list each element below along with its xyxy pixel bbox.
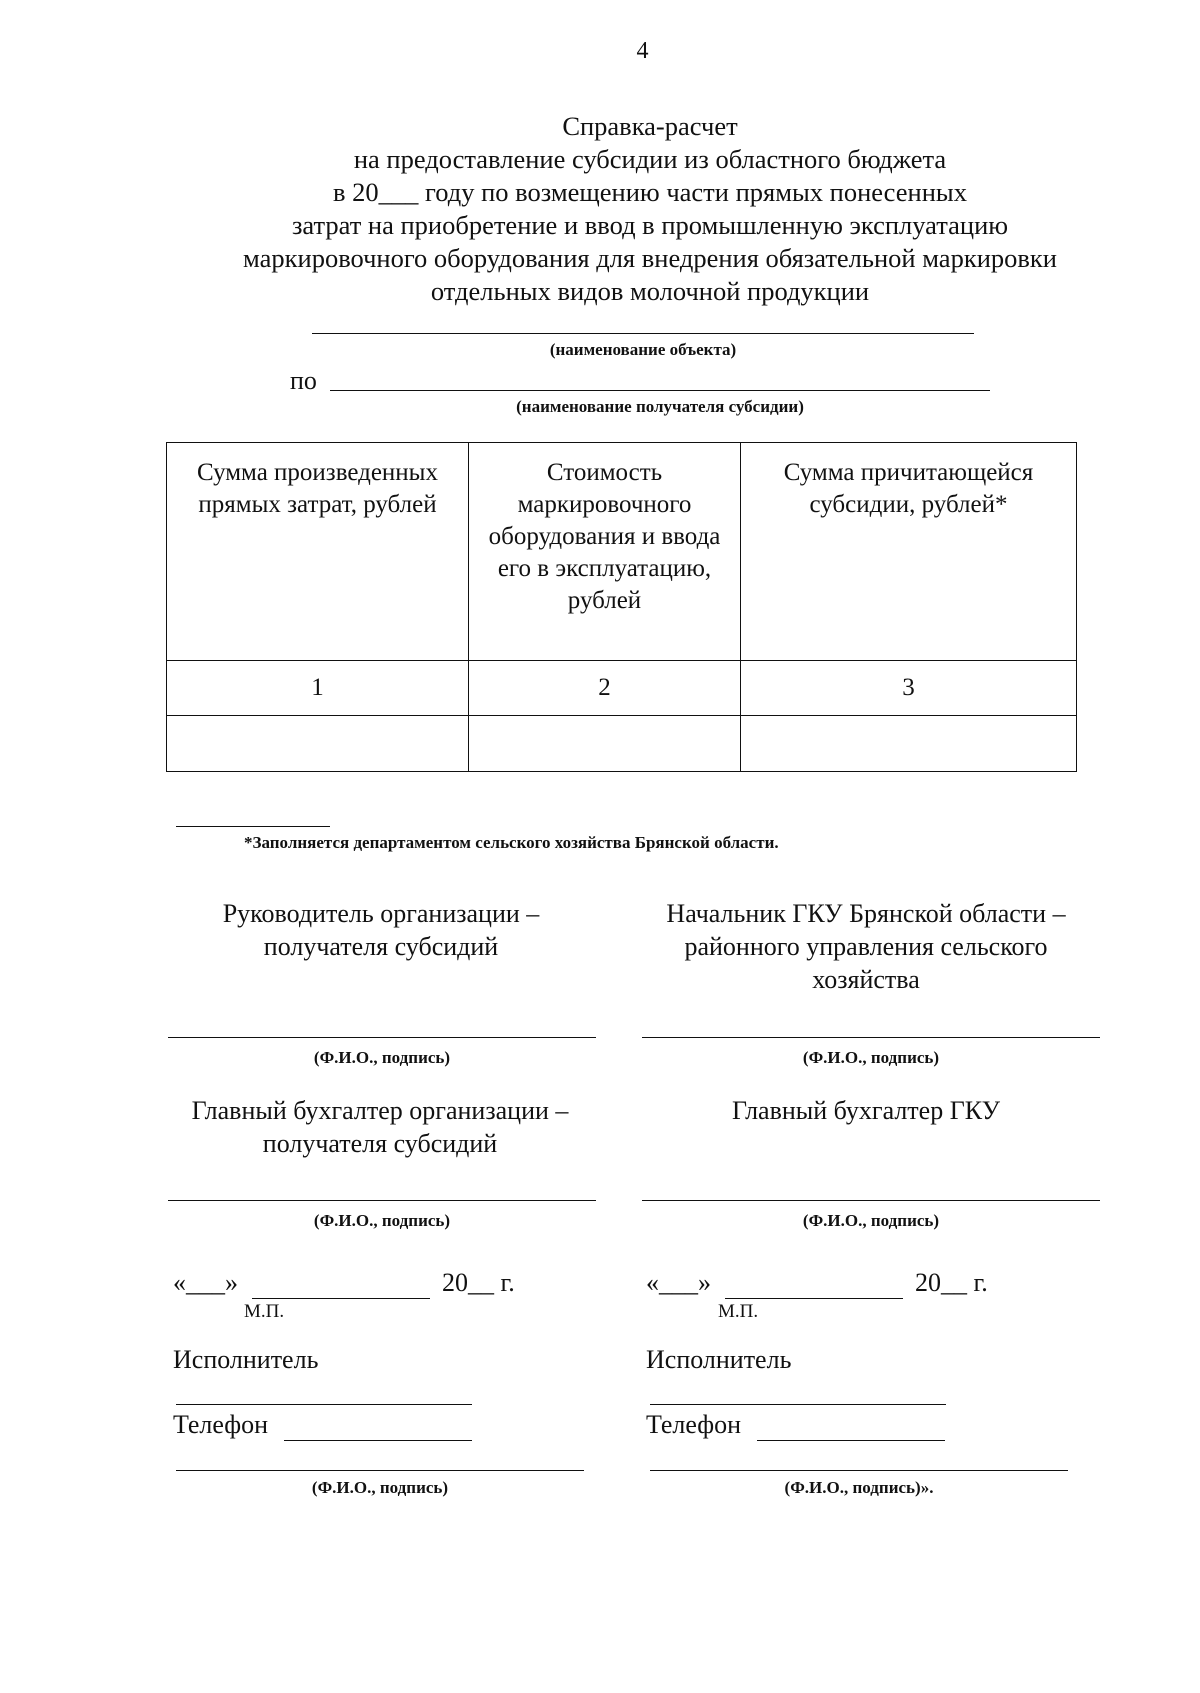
footnote-divider — [176, 826, 330, 827]
right-phone-field[interactable] — [757, 1440, 945, 1441]
header-equipment-cost: Стоимость маркировочного оборудования и ввода его в эксплуатацию, рублей — [469, 443, 741, 661]
table-cell-equipment-cost[interactable] — [469, 716, 741, 772]
header-direct-costs: Сумма произведенных прямых затрат, рублей — [167, 443, 469, 661]
table-cell-direct-costs[interactable] — [167, 716, 469, 772]
right-date-month-field[interactable] — [725, 1298, 903, 1299]
title-line: на предоставление субсидии из областного бюджета — [353, 144, 947, 174]
table-row — [167, 661, 1077, 716]
left-final-signature-caption: (Ф.И.О., подпись) — [311, 1478, 449, 1497]
title-line: затрат на приобретение и ввод в промышленную эксплуатацию — [291, 210, 1009, 240]
footnote: *Заполняется департаментом сельского хозяйства Брянской области. — [244, 833, 779, 852]
object-name-caption: (наименование объекта) — [549, 340, 737, 359]
left-head-title: Руководитель организации – получателя субсидий — [222, 899, 540, 961]
right-accountant-signature-caption: (Ф.И.О., подпись) — [802, 1211, 940, 1230]
column-number: 1 — [167, 661, 469, 716]
left-executor-label: Исполнитель — [173, 1345, 319, 1374]
right-accountant-title: Главный бухгалтер ГКУ — [732, 1096, 1000, 1125]
right-executor-label: Исполнитель — [646, 1345, 792, 1374]
recipient-prefix: по — [290, 366, 317, 395]
right-date-year: 20__ г. — [915, 1268, 988, 1297]
left-final-signature-field[interactable] — [176, 1470, 584, 1471]
left-head-signature-caption: (Ф.И.О., подпись) — [313, 1048, 451, 1067]
right-stamp-place: М.П. — [718, 1301, 759, 1322]
table-header-row — [167, 443, 1077, 661]
left-date-day: «___» — [173, 1268, 238, 1297]
left-accountant-signature-field[interactable] — [168, 1200, 596, 1201]
title-line: Справка-расчет — [562, 111, 738, 141]
left-date-month-field[interactable] — [252, 1298, 430, 1299]
calculation-table — [166, 442, 1077, 772]
right-phone-label: Телефон — [646, 1410, 742, 1439]
right-final-signature-caption: (Ф.И.О., подпись)». — [784, 1478, 934, 1497]
table-row — [167, 716, 1077, 772]
right-head-signature-caption: (Ф.И.О., подпись) — [802, 1048, 940, 1067]
column-number: 2 — [469, 661, 741, 716]
right-final-signature-field[interactable] — [650, 1470, 1068, 1471]
document-title — [160, 110, 1140, 308]
right-date-day: «___» — [646, 1268, 711, 1297]
left-phone-field[interactable] — [284, 1440, 472, 1441]
left-head-signature-field[interactable] — [168, 1037, 596, 1038]
right-accountant-signature-field[interactable] — [642, 1200, 1100, 1201]
right-head-title: Начальник ГКУ Брянской области – районного управления сельского хозяйства — [666, 899, 1066, 994]
left-phone-label: Телефон — [173, 1410, 269, 1439]
column-number: 3 — [741, 661, 1077, 716]
recipient-name-caption: (наименование получателя субсидии) — [516, 397, 804, 416]
right-head-signature-field[interactable] — [642, 1037, 1100, 1038]
left-accountant-signature-caption: (Ф.И.О., подпись) — [313, 1211, 451, 1230]
title-line: в 20___ году по возмещению части прямых понесенных — [333, 177, 967, 207]
recipient-name-field[interactable] — [330, 390, 990, 391]
table-cell-subsidy-amount[interactable] — [741, 716, 1077, 772]
title-line: маркировочного оборудования для внедрения обязательной маркировки — [243, 243, 1057, 273]
object-name-field[interactable] — [312, 333, 974, 334]
page-number: 4 — [636, 38, 649, 64]
right-executor-field[interactable] — [650, 1404, 946, 1405]
header-subsidy-amount: Сумма причитающейся субсидии, рублей* — [741, 443, 1077, 661]
left-date-year: 20__ г. — [442, 1268, 515, 1297]
left-executor-field[interactable] — [176, 1404, 472, 1405]
left-accountant-title: Главный бухгалтер организации – получателя субсидий — [191, 1096, 569, 1158]
title-line: отдельных видов молочной продукции — [430, 276, 870, 306]
left-stamp-place: М.П. — [244, 1301, 285, 1322]
